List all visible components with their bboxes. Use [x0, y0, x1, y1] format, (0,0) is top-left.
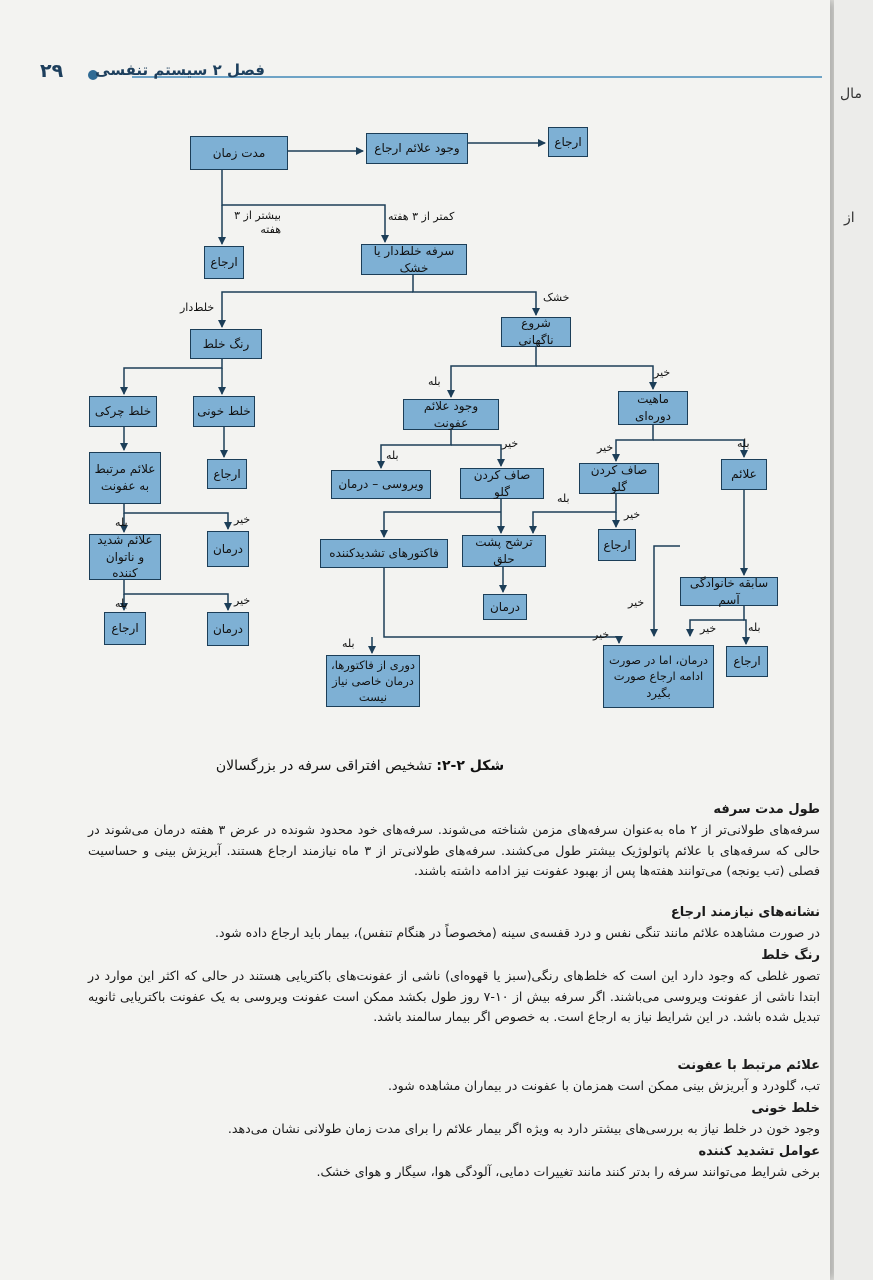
label-no-refer-4: خیر [624, 508, 641, 521]
label-yes-viral: بله [386, 449, 399, 462]
box-severe-symptoms: علائم شدید و ناتوان کننده [89, 534, 161, 580]
section-title: علائم مرتبط با عفونت [677, 1058, 820, 1073]
section-title: نشانه‌های نیازمند ارجاع [670, 905, 820, 920]
box-periodic-nature: ماهیت دوره‌ای [618, 391, 688, 425]
label-yes-severe: بله [115, 516, 128, 529]
label-no-clearing-2: خیر [597, 441, 614, 454]
box-refer-5: ارجاع [104, 612, 146, 645]
label-no-treatment-1: خیر [234, 513, 251, 526]
figure-number: شکل ۲-۲: [436, 758, 505, 774]
label-no-treat-refer: خیر [593, 628, 610, 641]
section-body: برخی شرایط می‌توانند سرفه را بدتر کنند مانند تغییرات دمایی، آلودگی هوا، سیگار و هوای خشک. [316, 1164, 820, 1179]
box-infection-related-symptoms: علائم مرتبط به عفونت [89, 452, 161, 504]
label-productive: خلط‌دار [180, 301, 215, 314]
figure-title: تشخیص افتراقی سرفه در بزرگسالان [215, 758, 432, 774]
box-productive-or-dry: سرفه خلط‌دار یا خشک [361, 244, 467, 275]
section-infection-symptoms [88, 1056, 820, 1097]
section-body: سرفه‌های طولانی‌تر از ۲ ماه به‌عنوان سرفه‌های مزمن شناخته می‌شوند. سرفه‌های خود محدود شونده در عرض ۳ هفته درمان می‌شوند در حالی که سرفه‌های با علائم پاتولوژیک بیشتر طول می‌کشند. سرفه‌های طولانی‌تر از ۳ ماه نیازمند ارجاع هستند. آبریزش بینی و حساسیت فصلی (تب یونجه) می‌توانند هفته‌ها پس از بهبود عفونت نیز ادامه داشته باشند. [88, 822, 820, 878]
box-infection-signs: وجود علائم عفونت [403, 399, 499, 430]
section-aggravating-factors [88, 1142, 820, 1183]
box-sudden-onset: شروع ناگهانی [501, 317, 571, 347]
label-no-periodic: خیر [654, 366, 671, 379]
box-refer-1: ارجاع [548, 127, 588, 157]
label-no-family-history: خیر [628, 596, 645, 609]
section-body: در صورت مشاهده علائم مانند تنگی نفس و درد قفسه‌ی سینه (مخصوصاً در هنگام تنفس)، بیمار باید ارجاع داده شود. [214, 925, 820, 940]
box-refer-3: ارجاع [207, 459, 247, 489]
label-dry: خشک [543, 291, 570, 304]
label-less-than-3-weeks: کمتر از ۳ هفته [388, 210, 455, 223]
box-treatment-3: درمان [207, 612, 249, 646]
section-title: رنگ خلط [761, 948, 820, 963]
next-page-text-2: از [844, 210, 855, 226]
box-referral-signs: وجود علائم ارجاع [366, 133, 468, 164]
section-body: تب، گلودرد و آبریزش بینی ممکن است همزمان با عفونت در بیماران مشاهده شود. [388, 1078, 820, 1093]
next-page-edge [834, 0, 873, 1280]
label-yes-symptoms: بله [737, 437, 750, 450]
label-no-asthma: خیر [700, 622, 717, 635]
box-family-asthma-history: سابقه خانوادگی آسم [680, 577, 778, 606]
next-page-text-1: مال [840, 86, 862, 102]
label-no-clearing: خیر [502, 437, 519, 450]
box-throat-clearing-1: صاف کردن گلو [460, 468, 544, 499]
label-yes-infection: بله [428, 375, 441, 388]
box-duration: مدت زمان [190, 136, 288, 170]
box-treatment-2: درمان [483, 594, 527, 620]
page-number: ۲۹ [40, 60, 64, 82]
chapter-title: فصل ۲ سیستم تنفسی [95, 61, 265, 79]
box-viral-treatment: ویروسی – درمان [331, 470, 431, 499]
section-bloody-sputum [88, 1099, 820, 1140]
section-title: عوامل تشدید کننده [698, 1144, 820, 1159]
box-bloody-sputum: خلط خونی [193, 396, 255, 427]
section-body: وجود خون در خلط نیاز به بررسی‌های بیشتر دارد به ویژه اگر بیمار علائم را برای مدت زمان طولانی نشان می‌دهد. [227, 1121, 820, 1136]
box-treatment-1: درمان [207, 531, 249, 567]
box-purulent-sputum: خلط چرکی [89, 396, 157, 427]
box-avoid-factors: دوری از فاکتورها، درمان خاصی نیاز نیست [326, 655, 420, 707]
box-symptoms: علائم [721, 459, 767, 490]
section-title: خلط خونی [751, 1101, 820, 1116]
box-treat-then-refer: درمان، اما در صورت ادامه ارجاع صورت بگیرد [603, 645, 714, 708]
box-refer-6: ارجاع [726, 646, 768, 677]
label-more-than-3-weeks: بیشتر از ۳ هفته [234, 209, 281, 237]
section-body: تصور غلطی که وجود دارد این است که خلط‌های رنگی(سبز یا قهوه‌ای) ناشی از عفونت‌های باکتریایی هستند در حالی که اکثر این موارد در ابتدا ناشی از عفونت ویروسی می‌باشند. اگر سرفه بیش از ۱۰-۷ روز طول بکشد ممکن است عفونت ویروسی به یک عفونت باکتریایی ثانویه تبدیل شده باشد. در این شرایط نیاز به ارجاع است. به خصوص اگر بیمار سالمند باشد. [88, 968, 820, 1024]
box-refer-4: ارجاع [598, 529, 636, 561]
section-title: طول مدت سرفه [713, 802, 820, 817]
box-refer-2: ارجاع [204, 246, 244, 279]
section-cough-duration [88, 800, 820, 882]
section-referral-signs [88, 903, 820, 944]
label-yes-drip: بله [557, 492, 570, 505]
box-throat-clearing-2: صاف کردن گلو [579, 463, 659, 494]
label-yes-refer-6: بله [748, 621, 761, 634]
box-sputum-color: رنگ خلط [190, 329, 262, 359]
box-postnasal-drip: ترشح پشت حلق [462, 535, 546, 567]
label-no-treatment-3: خیر [234, 594, 251, 607]
label-yes-avoid: بله [342, 637, 355, 650]
section-sputum-color [88, 946, 820, 1028]
box-aggravating-factors: فاکتورهای تشدیدکننده [320, 539, 448, 568]
figure-caption [100, 758, 620, 774]
label-yes-refer-5: بله [115, 597, 128, 610]
